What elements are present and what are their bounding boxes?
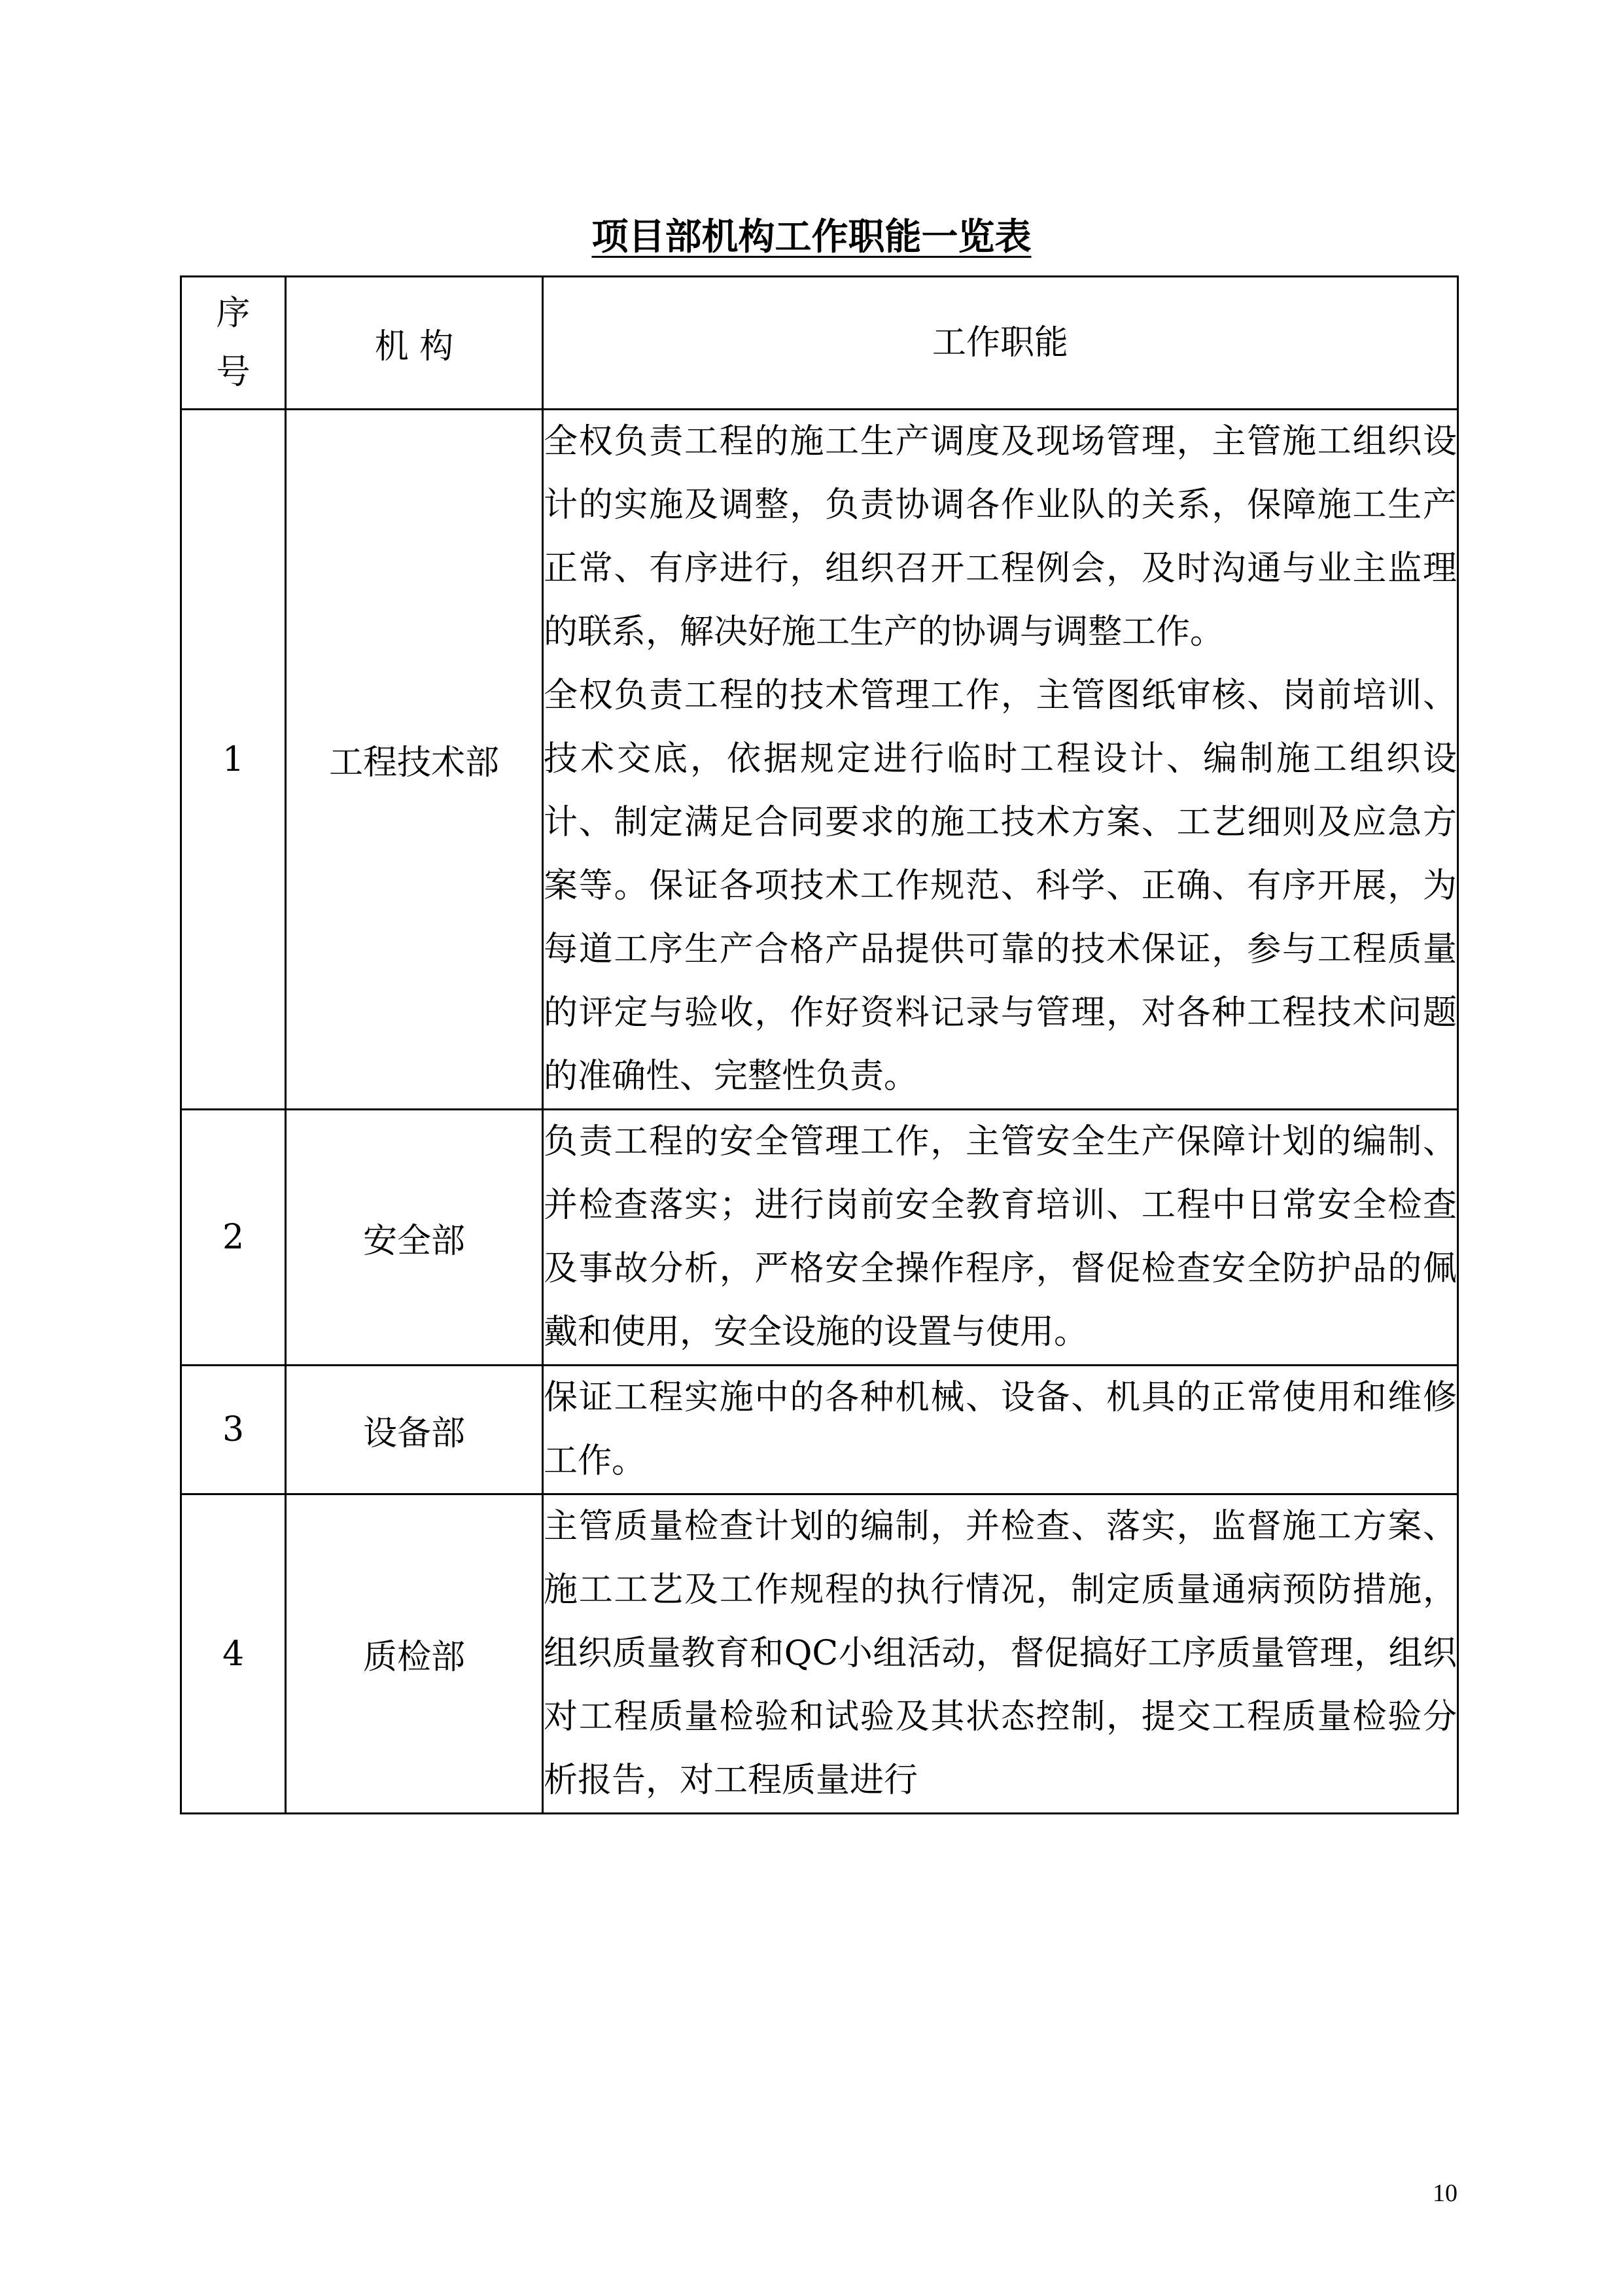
row-func bbox=[543, 1110, 1458, 1366]
row-no: 3 bbox=[181, 1366, 286, 1494]
row-func-paragraph: 主管质量检查计划的编制，并检查、落实，监督施工方案、施工工艺及工作规程的执行情况，制定质量通病预防措施，组织质量教育和QC小组活动，督促搞好工序质量管理，组织对工程质量检验和试验及其状态控制，提交工程质量检验分析报告，对工程质量进行 bbox=[544, 1507, 1457, 1800]
functions-table bbox=[180, 275, 1459, 1814]
row-no: 4 bbox=[181, 1494, 286, 1814]
row-org: 安全部 bbox=[286, 1110, 543, 1366]
header-no-line2: 号 bbox=[216, 353, 251, 392]
header-no bbox=[181, 277, 286, 410]
table-row bbox=[181, 1110, 1458, 1366]
page-number: 10 bbox=[1433, 2180, 1457, 2207]
row-func bbox=[543, 1366, 1458, 1494]
table-header-row bbox=[181, 277, 1458, 410]
table-row bbox=[181, 1494, 1458, 1814]
row-org: 工程技术部 bbox=[286, 410, 543, 1110]
row-no: 1 bbox=[181, 410, 286, 1110]
row-func-paragraph: 负责工程的安全管理工作，主管安全生产保障计划的编制、并检查落实；进行岗前安全教育培训、工程中日常安全检查及事故分析，严格安全操作程序，督促检查安全防护品的佩戴和使用，安全设施的设置与使用。 bbox=[544, 1122, 1457, 1352]
row-func-paragraph: 全权负责工程的技术管理工作，主管图纸审核、岗前培训、技术交底，依据规定进行临时工程设计、编制施工组织设计、制定满足合同要求的施工技术方案、工艺细则及应急方案等。保证各项技术工作规范、科学、正确、有序开展，为每道工序生产合格产品提供可靠的技术保证，参与工程质量的评定与验收，作好资料记录与管理，对各种工程技术问题的准确性、完整性负责。 bbox=[544, 676, 1457, 1096]
row-no: 2 bbox=[181, 1110, 286, 1366]
header-org: 机 构 bbox=[286, 277, 543, 410]
row-org: 设备部 bbox=[286, 1366, 543, 1494]
header-func: 工作职能 bbox=[543, 277, 1458, 410]
table-row bbox=[181, 410, 1458, 1110]
row-func-paragraph: 保证工程实施中的各种机械、设备、机具的正常使用和维修工作。 bbox=[544, 1378, 1457, 1481]
row-func bbox=[543, 410, 1458, 1110]
row-org: 质检部 bbox=[286, 1494, 543, 1814]
table-row bbox=[181, 1366, 1458, 1494]
header-no-line1: 序 bbox=[216, 294, 251, 333]
row-func bbox=[543, 1494, 1458, 1814]
page-title: 项目部机构工作职能一览表 bbox=[591, 215, 1032, 258]
row-func-paragraph: 全权负责工程的施工生产调度及现场管理，主管施工组织设计的实施及调整，负责协调各作业队的关系，保障施工生产正常、有序进行，组织召开工程例会，及时沟通与业主监理的联系，解决好施工生产的协调与调整工作。 bbox=[544, 422, 1457, 652]
